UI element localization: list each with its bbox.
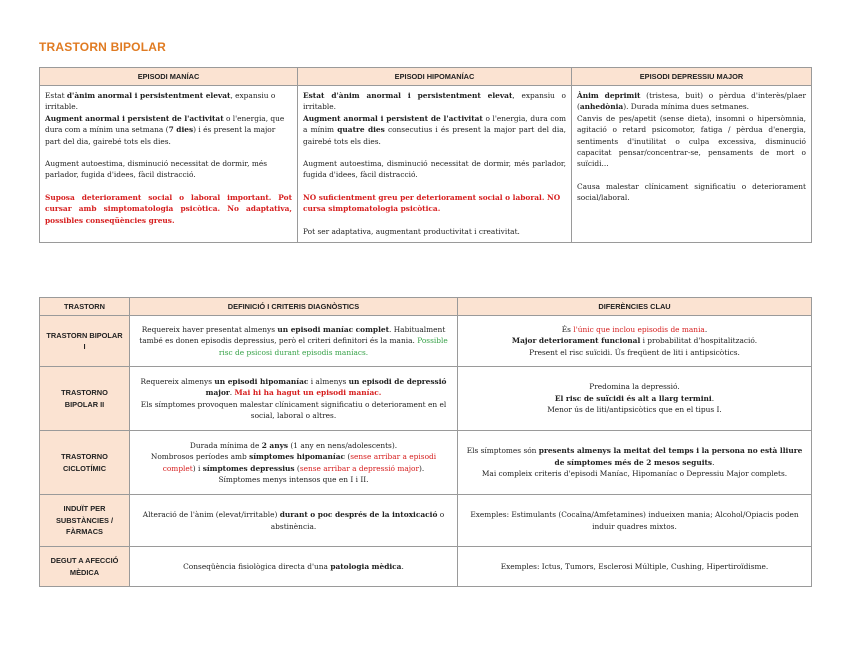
row-diff-bipolar-1: És l'únic que inclou episodis de mania. Major deteriorament funcional i probabilitat d'hospitalització. Present el risc suïcidi. Ús freqüent de liti i antipsicòtics.	[458, 316, 812, 367]
hipomaniac-impact: NO suficientment greu per deteriorament social o laboral. NO cursa simptomatologia psicòtica.	[303, 192, 561, 214]
row-diff-afeccio-medica: Exemples: Ictus, Tumors, Esclerosi Múltiple, Cushing, Hipertiroïdisme.	[458, 547, 812, 587]
maniac-criteria: Estat d'ànim anormal i persistentment elevat, expansiu o irritable. Augment anormal i persistent de l'activitat o l'energia, que dura com a mínim una setmana (7 dies) i és present la major part del dia, gairebé tots els dies.	[45, 91, 285, 146]
table-row	[40, 316, 812, 367]
row-name-bipolar-1: TRASTORN BIPOLAR I	[40, 316, 130, 367]
header-depressiu: EPISODI DEPRESSIU MAJOR	[572, 68, 812, 86]
depressiu-criteria: Ànim deprimit (tristesa, buit) o pèrdua d'interès/plaer (anhedònia). Durada mínima dues setmanes. Canvis de pes/apetit (sense dieta), insomni o hipersòmnia, agitació o retard psicomotor, fatiga / pèrdua d'energia, sentiments d'inutilitat o culpa excessiva, disminució capacitat pensar/concentrar-se, pensaments de mort o suïcidi...	[577, 91, 807, 169]
table-row	[40, 431, 812, 495]
row-diff-substancies: Exemples: Estimulants (Cocaïna/Amfetamines) indueixen mania; Alcohol/Opiacis poden induir quadres mixtos.	[458, 495, 812, 547]
row-def-substancies: Alteració de l'ànim (elevat/irritable) durant o poc després de la intoxicació o abstinència.	[130, 495, 458, 547]
row-diff-ciclotimic: Els símptomes són presents almenys la meitat del temps i la persona no està lliure de símptomes més de 2 mesos seguits. Mai compleix criteris d'episodi Maníac, Hipomaníac o Depressiu Major complets.	[458, 431, 812, 495]
episodes-header-row	[40, 68, 812, 86]
disorders-header-row	[40, 298, 812, 316]
cell-hipomaniac	[298, 86, 572, 243]
header-trastorn: TRASTORN	[40, 298, 130, 316]
table-row	[40, 495, 812, 547]
header-hipomaniac: EPISODI HIPOMANÍAC	[298, 68, 572, 86]
row-name-afeccio-medica: DEGUT A AFECCIÓ MÈDICA	[40, 547, 130, 587]
row-diff-bipolar-2: Predomina la depressió. El risc de suïcidi és alt a llarg termini. Menor ús de liti/antipsicòtics que en el tipus I.	[458, 367, 812, 431]
header-diferencies: DIFERÈNCIES CLAU	[458, 298, 812, 316]
disorders-table	[39, 297, 812, 587]
maniac-symptoms: Augment autoestima, disminució necessitat de dormir, més parlador, fugida d'idees, fàcil distracció.	[45, 159, 267, 180]
row-def-ciclotimic: Durada mínima de 2 anys (1 any en nens/adolescents). Nombrosos períodes amb símptomes hipomaníac (sense arribar a episodi complet) i símptomes depressius (sense arribar a depressió major). Símptomes menys intensos que en I i II.	[130, 431, 458, 495]
row-def-bipolar-2: Requereix almenys un episodi hipomaníac i almenys un episodi de depressió major. Mai hi ha hagut un episodi maníac. Els símptomes provoquen malestar clínicament significatiu o deteriorament en el social, laboral o altres.	[130, 367, 458, 431]
row-name-substancies: INDUÏT PER SUBSTÀNCIES / FÀRMACS	[40, 495, 130, 547]
table-row	[40, 367, 812, 431]
header-definicio: DEFINICIÓ I CRITERIS DIAGNÒSTICS	[130, 298, 458, 316]
row-def-afeccio-medica: Conseqüència fisiològica directa d'una patologia mèdica.	[130, 547, 458, 587]
cell-maniac	[40, 86, 298, 243]
episodes-table	[39, 67, 812, 243]
row-name-ciclotimic: TRASTORNO CICLOTÍMIC	[40, 431, 130, 495]
row-name-bipolar-2: TRASTORNO BIPOLAR II	[40, 367, 130, 431]
hipomaniac-criteria: Estat d'ànim anormal i persistentment elevat, expansiu o irritable. Augment anormal i persistent de l'activitat o l'energia, dura com a mínim quatre dies consecutius i és present la major part del dia, gairebé tots els dies.	[303, 91, 566, 146]
row-def-bipolar-1: Requereix haver presentat almenys un episodi maníac complet. Habitualment també es donen episodis depressius, però el criteri definitori és la mania. Possible risc de psicosi durant episodis maníacs.	[130, 316, 458, 367]
maniac-impact: Suposa deteriorament social o laboral important. Pot cursar amb simptomatologia psicòtica. No adaptativa, possibles conseqüències greus.	[45, 192, 292, 225]
hipomaniac-symptoms: Augment autoestima, disminució necessitat de dormir, més parlador, fugida d'idees, fàcil distracció.	[303, 159, 566, 180]
episodes-content-row	[40, 86, 812, 243]
cell-depressiu	[572, 86, 812, 243]
hipomaniac-note: Pot ser adaptativa, augmentant productivitat i creativitat.	[303, 226, 520, 236]
header-maniac: EPISODI MANÍAC	[40, 68, 298, 86]
page-title: TRASTORN BIPOLAR	[39, 40, 166, 54]
depressiu-impact: Causa malestar clínicament significatiu o deteriorament social/laboral.	[577, 181, 806, 203]
table-row	[40, 547, 812, 587]
